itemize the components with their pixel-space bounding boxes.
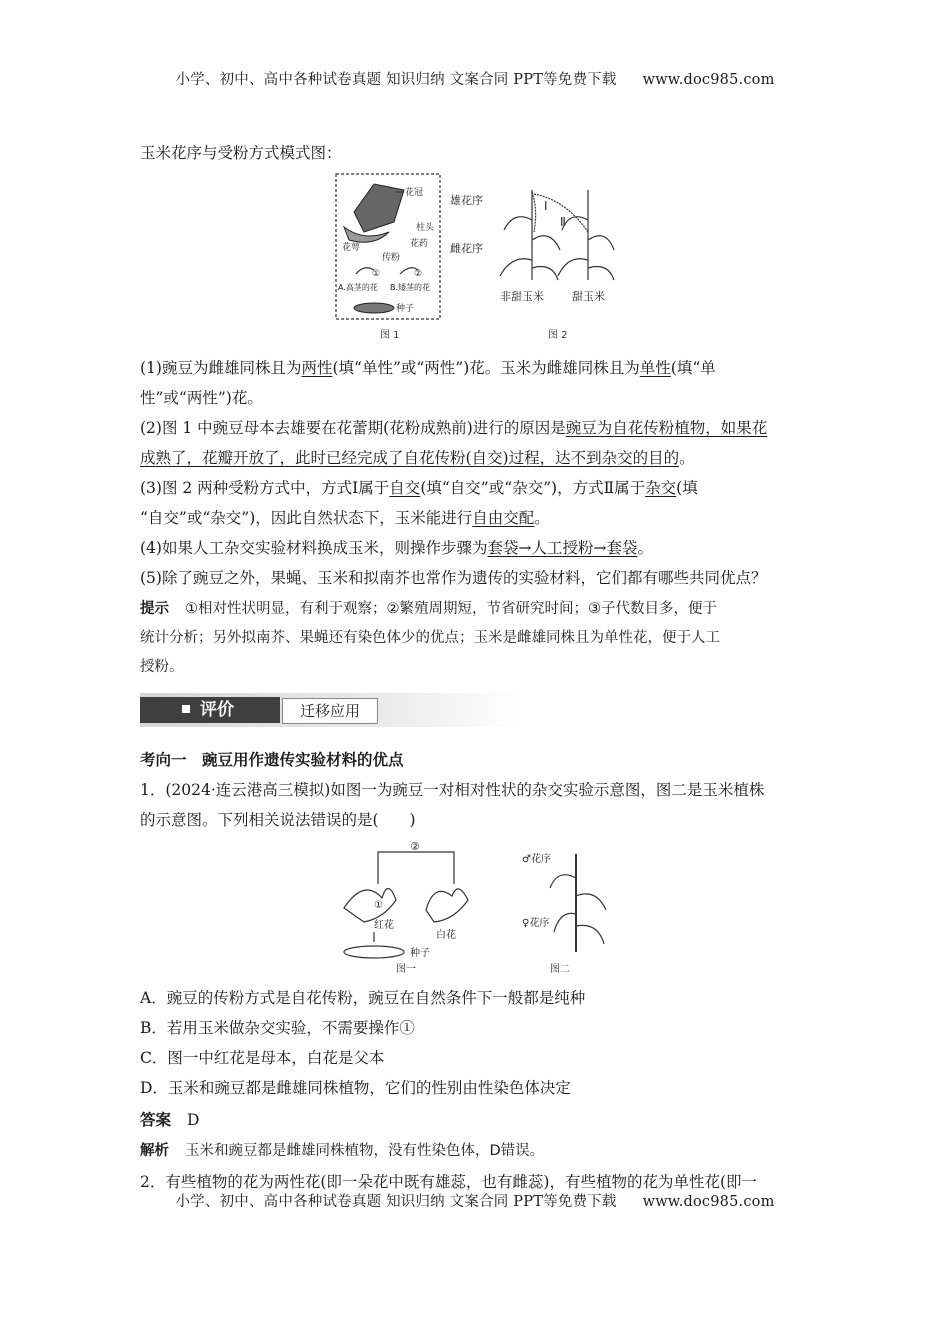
q2-end: 。 bbox=[679, 449, 695, 467]
label-corolla: 花冠 bbox=[405, 188, 424, 198]
label-sweet-corn: 甜玉米 bbox=[572, 290, 605, 303]
label-nonsweet-corn: 非甜玉米 bbox=[500, 290, 544, 303]
q1-answer-1: 两性 bbox=[301, 359, 333, 377]
q3-answer-3: 自由交配 bbox=[472, 509, 535, 527]
white-flower-drawing bbox=[426, 889, 468, 922]
figure-1-caption: 图 1 bbox=[380, 330, 400, 341]
label-seed-2: 种子 bbox=[410, 948, 430, 959]
page-header bbox=[0, 68, 950, 89]
banner-square-icon bbox=[182, 705, 190, 713]
intro-text: 玉米花序与受粉方式模式图： bbox=[140, 144, 342, 162]
answer-label: 答案 bbox=[140, 1111, 172, 1129]
label-female-inflorescence: 雌花序 bbox=[450, 242, 483, 255]
question-part-3 bbox=[140, 473, 812, 533]
question-part-1 bbox=[140, 353, 812, 413]
question-1-line-1: 1．(2024·连云港高三模拟)如图一为豌豆一对相对性状的杂交实验示意图，图二是玉米植株 bbox=[140, 781, 765, 799]
corn-leaves-2 bbox=[558, 217, 614, 280]
hint-label: 提示 bbox=[140, 601, 169, 617]
q3-text-b: (填“自交”或“杂交”)，方式Ⅱ属于 bbox=[420, 479, 646, 497]
label-sepal: 花萼 bbox=[342, 243, 361, 253]
banner-evaluation bbox=[140, 697, 280, 723]
figure-3-caption: 图一 bbox=[396, 964, 416, 975]
q3-answer-1: 自交 bbox=[389, 479, 421, 497]
option-c: C．图一中红花是母本，白花是父本 bbox=[140, 1049, 385, 1067]
figure-4-caption: 图二 bbox=[550, 964, 570, 975]
q1-text-b: (填“单性”或“两性”)花。玉米为雌雄同株且为 bbox=[332, 359, 640, 377]
banner-application: 迁移应用 bbox=[282, 698, 378, 724]
footer-text: 小学、初中、高中各种试卷真题 知识归纳 文案合同 PPT等免费下载 bbox=[175, 1194, 617, 1210]
page-footer bbox=[0, 1190, 950, 1211]
label-step2: ② bbox=[414, 269, 423, 279]
q2-answer-line-1: 豌豆为自花传粉植物，如果花 bbox=[565, 419, 768, 437]
corn-plant-leaves bbox=[550, 875, 606, 944]
label-seed: 种子 bbox=[396, 304, 415, 314]
q4-answer: 套袋→人工授粉→套袋 bbox=[487, 539, 638, 557]
label-step-2: ② bbox=[410, 840, 420, 853]
label-red-flower: 红花 bbox=[374, 920, 394, 931]
pea-flower-drawing bbox=[354, 184, 404, 232]
option-a: A．豌豆的传粉方式是自花传粉，豌豆在自然条件下一般都是纯种 bbox=[140, 989, 586, 1007]
q1-text-d: 性”或“两性”)花。 bbox=[140, 389, 263, 407]
figure-2-caption: 图 2 bbox=[548, 330, 568, 341]
hint-line-2: 统计分析；另外拟南芥、果蝇还有染色体少的优点；玉米是雌雄同株且为单性花，便于人工 bbox=[140, 630, 720, 646]
label-pollination: 传粉 bbox=[382, 253, 401, 263]
label-stigma: 柱头 bbox=[416, 223, 435, 233]
q3-text-d: “自交”或“杂交”)，因此自然状态下，玉米能进行 bbox=[140, 509, 473, 527]
label-step-1: ① bbox=[374, 900, 383, 911]
label-male-inflorescence: 雄花序 bbox=[450, 194, 483, 207]
question-1 bbox=[140, 775, 812, 835]
pea-pod-outline bbox=[344, 946, 404, 958]
q3-answer-2: 杂交 bbox=[645, 479, 677, 497]
analysis-label: 解析 bbox=[140, 1143, 169, 1159]
option-d: D．玉米和豌豆都是雌雄同株植物，它们的性别由性染色体决定 bbox=[140, 1079, 571, 1097]
corn-leaves-1 bbox=[500, 217, 560, 280]
label-male-flower: ♂花序 bbox=[522, 854, 551, 865]
figure-4 bbox=[520, 848, 620, 978]
label-mode-1: Ⅰ bbox=[544, 199, 548, 213]
analysis-line bbox=[140, 1136, 812, 1166]
cross-bracket bbox=[378, 852, 454, 884]
figure-3 bbox=[334, 838, 484, 980]
answer-value: D bbox=[187, 1111, 200, 1129]
q1-answer-2: 单性 bbox=[639, 359, 671, 377]
red-flower-drawing bbox=[344, 888, 396, 922]
question-2: 2．有些植物的花为两性花(即一朵花中既有雄蕊，也有雌蕊)，有些植物的花为单性花(即一 bbox=[140, 1173, 758, 1191]
question-part-5: (5)除了豌豆之外，果蝇、玉米和拟南芥也常作为遗传的实验材料，它们都有哪些共同优点？ bbox=[140, 569, 767, 587]
q2-answer-line-2: 成熟了，花瓣开放了，此时已经完成了自花传粉(自交)过程，达不到杂交的目的 bbox=[140, 449, 680, 467]
option-b: B．若用玉米做杂交实验，不需要操作① bbox=[140, 1019, 415, 1037]
q2-text-a: (2)图 1 中豌豆母本去雄要在花蕾期(花粉成熟前)进行的原因是 bbox=[140, 419, 566, 437]
analysis-text: 玉米和豌豆都是雌雄同株植物，没有性染色体，D错误。 bbox=[185, 1143, 545, 1159]
pea-pod-drawing bbox=[354, 303, 394, 313]
q1-text-a: (1)豌豆为雌雄同株且为 bbox=[140, 359, 302, 377]
answer-line bbox=[140, 1105, 812, 1135]
q4-text-a: (4)如果人工杂交实验材料换成玉米，则操作步骤为 bbox=[140, 539, 488, 557]
label-step1: ① bbox=[372, 269, 381, 279]
q3-text-e: 。 bbox=[534, 509, 550, 527]
header-url[interactable]: www.doc985.com bbox=[642, 72, 775, 88]
label-mode-2: Ⅱ bbox=[560, 215, 566, 229]
question-part-4 bbox=[140, 533, 812, 563]
banner-left-label: 评价 bbox=[200, 700, 234, 720]
hint-line-1: ①相对性状明显，有利于观察；②繁殖周期短，节省研究时间；③子代数目多，便于 bbox=[185, 601, 717, 617]
label-anther: 花药 bbox=[410, 239, 429, 249]
hint-block bbox=[140, 595, 812, 682]
q3-text-a: (3)图 2 两种受粉方式中，方式Ⅰ属于 bbox=[140, 479, 390, 497]
label-short-flower: B.矮茎的花 bbox=[390, 283, 431, 292]
header-text: 小学、初中、高中各种试卷真题 知识归纳 文案合同 PPT等免费下载 bbox=[175, 72, 617, 88]
label-tall-flower: A.高茎的花 bbox=[338, 283, 378, 292]
question-1-line-2: 的示意图。下列相关说法错误的是( ) bbox=[140, 811, 416, 829]
figure-1 bbox=[334, 172, 444, 344]
label-white-flower: 白花 bbox=[436, 930, 456, 941]
figure-2 bbox=[448, 180, 628, 344]
q1-text-c: (填“单 bbox=[670, 359, 716, 377]
q4-end: 。 bbox=[637, 539, 653, 557]
label-female-flower: ♀花序 bbox=[522, 918, 550, 929]
hint-line-3: 授粉。 bbox=[140, 659, 184, 675]
question-part-2 bbox=[140, 413, 812, 473]
footer-url[interactable]: www.doc985.com bbox=[642, 1194, 775, 1210]
topic-heading: 考向一 豌豆用作遗传实验材料的优点 bbox=[140, 750, 404, 769]
q3-text-c: (填 bbox=[676, 479, 698, 497]
